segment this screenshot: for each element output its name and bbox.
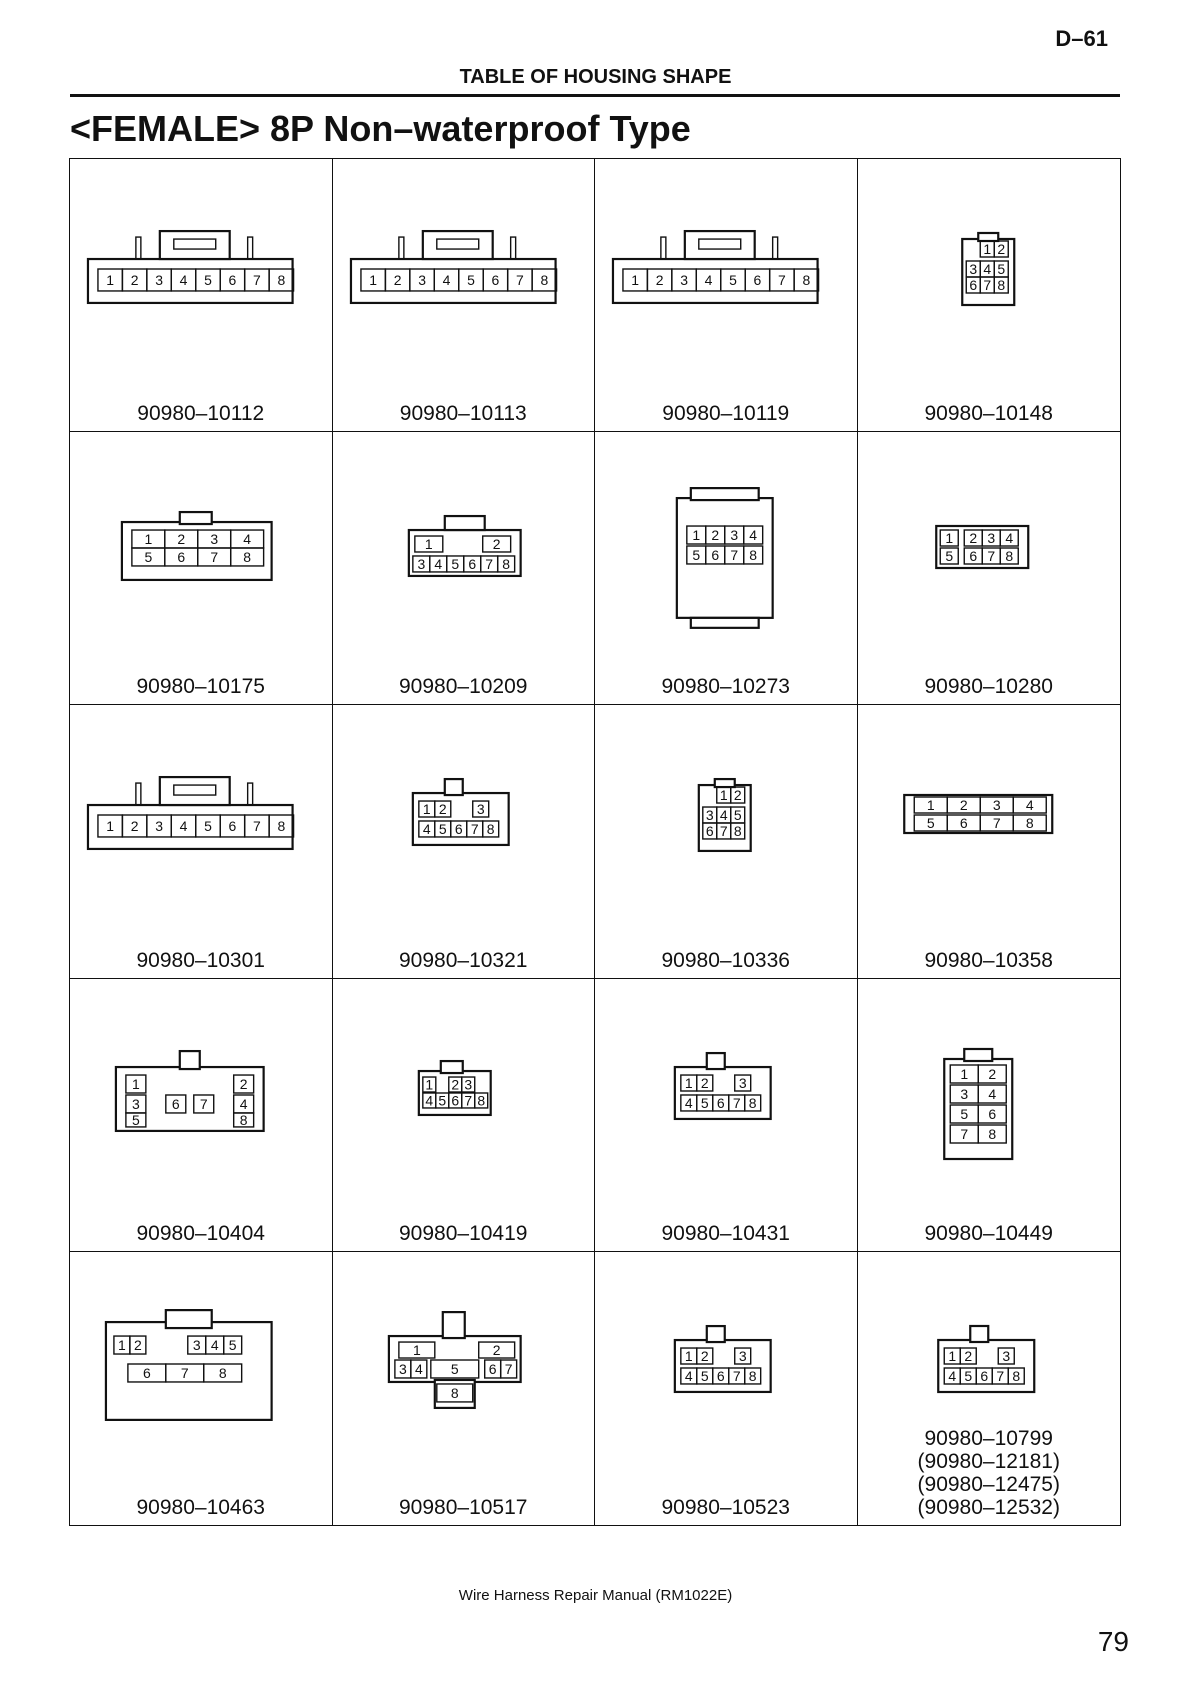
- part-number: 90980–10419: [399, 1221, 528, 1245]
- svg-text:8: 8: [748, 1094, 757, 1111]
- svg-text:3: 3: [705, 807, 714, 824]
- svg-text:6: 6: [488, 1360, 497, 1377]
- part-number-list: [595, 1496, 857, 1519]
- svg-text:8: 8: [802, 271, 811, 288]
- svg-text:3: 3: [968, 261, 977, 277]
- svg-text:3: 3: [416, 556, 425, 573]
- svg-text:7: 7: [732, 1367, 741, 1384]
- part-number: 90980–10175: [136, 675, 265, 699]
- svg-text:5: 5: [204, 818, 212, 835]
- svg-text:5: 5: [700, 1094, 709, 1111]
- svg-text:4: 4: [243, 531, 252, 548]
- svg-text:5: 5: [944, 548, 953, 565]
- svg-text:2: 2: [492, 536, 501, 553]
- svg-text:5: 5: [204, 271, 212, 288]
- connector-cell: [858, 705, 1121, 978]
- part-number-list: [333, 1222, 595, 1245]
- svg-text:7: 7: [484, 556, 493, 573]
- svg-text:6: 6: [454, 821, 463, 838]
- part-number: 90980–10404: [136, 1221, 265, 1245]
- svg-text:7: 7: [719, 823, 728, 840]
- svg-text:4: 4: [982, 261, 991, 277]
- svg-text:7: 7: [504, 1360, 513, 1377]
- connector-cell: [595, 159, 858, 432]
- svg-text:2: 2: [987, 1065, 996, 1082]
- svg-text:8: 8: [486, 821, 495, 838]
- svg-text:7: 7: [470, 821, 479, 838]
- connector-cell: [858, 979, 1121, 1252]
- connector-housing-diagram: [333, 979, 595, 1204]
- svg-text:4: 4: [179, 271, 188, 288]
- svg-text:6: 6: [968, 277, 977, 293]
- svg-text:5: 5: [996, 261, 1005, 277]
- svg-text:2: 2: [996, 241, 1005, 257]
- svg-text:5: 5: [466, 271, 475, 288]
- connector-cell: [333, 1252, 596, 1525]
- svg-text:5: 5: [450, 1360, 459, 1377]
- svg-text:1: 1: [131, 1075, 140, 1092]
- svg-text:2: 2: [733, 787, 742, 804]
- svg-text:2: 2: [700, 1347, 709, 1364]
- svg-text:8: 8: [733, 823, 742, 840]
- svg-text:4: 4: [987, 1085, 996, 1102]
- svg-text:4: 4: [1025, 797, 1034, 814]
- svg-text:5: 5: [733, 807, 742, 824]
- svg-text:1: 1: [719, 787, 728, 804]
- svg-text:3: 3: [155, 271, 163, 288]
- svg-text:1: 1: [631, 271, 640, 288]
- part-number: 90980–10209: [399, 675, 528, 699]
- svg-text:2: 2: [133, 1336, 142, 1353]
- housing-shape-table: [69, 158, 1121, 1526]
- svg-text:2: 2: [655, 271, 664, 288]
- svg-text:6: 6: [228, 818, 237, 835]
- part-number: 90980–10321: [399, 948, 528, 972]
- svg-text:7: 7: [986, 548, 995, 565]
- part-number-list: [70, 402, 332, 425]
- part-number: 90980–10301: [136, 948, 265, 972]
- part-number: 90980–10523: [661, 1496, 790, 1519]
- connector-housing-diagram: [70, 432, 332, 657]
- svg-text:3: 3: [738, 1347, 747, 1364]
- svg-text:6: 6: [968, 548, 977, 565]
- svg-text:5: 5: [131, 1111, 140, 1128]
- part-number-list: [70, 1222, 332, 1245]
- svg-text:3: 3: [730, 527, 739, 544]
- part-number: 90980–10119: [662, 402, 790, 426]
- svg-text:6: 6: [467, 556, 476, 573]
- connector-housing-diagram: [70, 159, 332, 384]
- svg-text:4: 4: [422, 821, 431, 838]
- svg-text:6: 6: [987, 1105, 996, 1122]
- connector-housing-diagram: [333, 1252, 595, 1477]
- svg-text:7: 7: [253, 818, 261, 835]
- svg-text:6: 6: [705, 823, 714, 840]
- connector-cell: [858, 432, 1121, 705]
- part-number: 90980–10517: [399, 1496, 528, 1519]
- connector-cell: [858, 159, 1121, 432]
- svg-text:4: 4: [749, 527, 758, 544]
- part-number-list: [858, 949, 1121, 972]
- svg-text:6: 6: [228, 271, 237, 288]
- part-number-list: [595, 675, 857, 698]
- svg-text:3: 3: [738, 1074, 747, 1091]
- part-number-list: [70, 949, 332, 972]
- part-number: 90980–10336: [661, 948, 790, 972]
- part-number: 90980–10449: [924, 1221, 1053, 1245]
- connector-cell: [858, 1252, 1121, 1525]
- page-number: 79: [1097, 1626, 1129, 1657]
- svg-text:3: 3: [476, 801, 485, 818]
- connector-cell: [333, 979, 596, 1252]
- svg-text:7: 7: [995, 1367, 1004, 1384]
- svg-text:5: 5: [437, 1092, 446, 1109]
- svg-text:1: 1: [422, 801, 431, 818]
- svg-text:6: 6: [142, 1364, 151, 1381]
- connector-cell: [595, 705, 858, 978]
- connector-cell: [333, 159, 596, 432]
- svg-text:8: 8: [218, 1364, 227, 1381]
- svg-text:2: 2: [438, 801, 447, 818]
- svg-text:6: 6: [171, 1095, 180, 1112]
- svg-text:4: 4: [210, 1336, 219, 1353]
- connector-housing-diagram: [333, 705, 595, 930]
- connector-cell: [70, 432, 333, 705]
- connector-cell: [70, 159, 333, 432]
- svg-text:7: 7: [199, 1095, 208, 1112]
- svg-text:1: 1: [684, 1347, 693, 1364]
- svg-text:4: 4: [1004, 530, 1013, 547]
- svg-text:1: 1: [684, 1074, 693, 1091]
- connector-housing-diagram: [595, 705, 857, 930]
- connector-cell: [595, 1252, 858, 1525]
- svg-text:2: 2: [393, 271, 402, 288]
- svg-text:6: 6: [716, 1367, 725, 1384]
- svg-text:7: 7: [515, 271, 524, 288]
- svg-text:5: 5: [438, 821, 447, 838]
- page-heading: <FEMALE> 8P Non–waterproof Type: [70, 108, 691, 149]
- svg-text:3: 3: [155, 818, 163, 835]
- manual-title: Wire Harness Repair Manual (RM1022E): [458, 1587, 733, 1604]
- svg-text:3: 3: [131, 1095, 140, 1112]
- part-number-list: [595, 1222, 857, 1245]
- svg-text:1: 1: [947, 1347, 956, 1364]
- connector-housing-diagram: [70, 1252, 332, 1477]
- svg-text:1: 1: [959, 1065, 968, 1082]
- svg-text:7: 7: [463, 1092, 472, 1109]
- svg-text:8: 8: [748, 1367, 757, 1384]
- svg-text:6: 6: [959, 815, 968, 832]
- alt-part-number: (90980–12475): [917, 1473, 1060, 1496]
- part-number-list: [70, 675, 332, 698]
- svg-text:1: 1: [144, 531, 153, 548]
- svg-text:5: 5: [926, 815, 935, 832]
- part-number-list: [333, 675, 595, 698]
- svg-text:1: 1: [118, 1336, 126, 1353]
- connector-cell: [595, 432, 858, 705]
- svg-text:5: 5: [144, 549, 153, 566]
- svg-text:4: 4: [704, 271, 713, 288]
- connector-housing-diagram: [595, 432, 857, 657]
- svg-text:8: 8: [749, 547, 758, 564]
- part-number-list: [595, 402, 857, 425]
- svg-text:8: 8: [277, 818, 286, 835]
- svg-text:8: 8: [476, 1092, 485, 1109]
- svg-text:8: 8: [239, 1111, 248, 1128]
- alt-part-number: (90980–12532): [917, 1496, 1060, 1519]
- svg-text:3: 3: [463, 1076, 472, 1093]
- part-number: 90980–10358: [924, 948, 1053, 972]
- svg-text:4: 4: [719, 807, 728, 824]
- svg-text:4: 4: [947, 1367, 956, 1384]
- part-number: 90980–10463: [136, 1496, 265, 1519]
- svg-text:1: 1: [926, 797, 935, 814]
- svg-text:5: 5: [450, 556, 459, 573]
- svg-text:3: 3: [959, 1085, 968, 1102]
- svg-text:1: 1: [982, 241, 991, 257]
- svg-text:6: 6: [711, 547, 720, 564]
- svg-text:2: 2: [959, 797, 968, 814]
- svg-text:2: 2: [130, 818, 139, 835]
- connector-housing-diagram: [595, 1252, 857, 1477]
- svg-text:4: 4: [684, 1094, 693, 1111]
- svg-text:1: 1: [106, 818, 115, 835]
- part-number: 90980–10799: [924, 1427, 1053, 1450]
- part-number: 90980–10280: [924, 675, 1053, 699]
- svg-text:1: 1: [106, 271, 115, 288]
- svg-text:1: 1: [944, 530, 953, 547]
- part-number: 90980–10431: [661, 1221, 790, 1245]
- svg-text:8: 8: [1011, 1367, 1020, 1384]
- svg-text:8: 8: [501, 556, 510, 573]
- svg-text:7: 7: [730, 547, 739, 564]
- part-number: 90980–10148: [924, 402, 1053, 426]
- svg-text:8: 8: [539, 271, 548, 288]
- svg-text:6: 6: [753, 271, 762, 288]
- svg-text:4: 4: [414, 1360, 423, 1377]
- alt-part-number: (90980–12181): [917, 1450, 1060, 1473]
- svg-text:6: 6: [979, 1367, 988, 1384]
- svg-text:4: 4: [684, 1367, 693, 1384]
- svg-text:5: 5: [963, 1367, 972, 1384]
- part-number: 90980–10113: [399, 402, 527, 426]
- connector-housing-diagram: [858, 979, 1121, 1204]
- svg-text:2: 2: [963, 1347, 972, 1364]
- svg-text:7: 7: [732, 1094, 741, 1111]
- svg-text:5: 5: [959, 1105, 968, 1122]
- svg-text:8: 8: [987, 1125, 996, 1142]
- connector-housing-diagram: [70, 979, 332, 1204]
- connector-cell: [333, 705, 596, 978]
- svg-text:5: 5: [692, 547, 701, 564]
- svg-text:3: 3: [1001, 1347, 1010, 1364]
- connector-cell: [595, 979, 858, 1252]
- section-code: D–61: [1055, 26, 1108, 51]
- svg-text:1: 1: [412, 1341, 421, 1358]
- connector-cell: [333, 432, 596, 705]
- svg-text:8: 8: [450, 1384, 459, 1401]
- connector-housing-diagram: [595, 979, 857, 1204]
- connector-housing-diagram: [858, 705, 1121, 930]
- svg-text:2: 2: [492, 1341, 501, 1358]
- part-number: 90980–10112: [137, 402, 265, 426]
- part-number-list: [70, 1496, 332, 1519]
- svg-text:8: 8: [243, 549, 252, 566]
- svg-text:5: 5: [729, 271, 737, 288]
- connector-housing-diagram: [858, 432, 1121, 657]
- svg-text:2: 2: [700, 1074, 709, 1091]
- svg-text:1: 1: [424, 536, 433, 553]
- svg-text:7: 7: [210, 549, 219, 566]
- part-number: 90980–10273: [661, 675, 790, 699]
- part-number-list: [595, 949, 857, 972]
- svg-text:8: 8: [1004, 548, 1013, 565]
- svg-text:3: 3: [986, 530, 995, 547]
- svg-text:2: 2: [177, 531, 186, 548]
- connector-housing-diagram: [858, 159, 1121, 384]
- connector-housing-diagram: [70, 705, 332, 930]
- svg-text:5: 5: [228, 1336, 237, 1353]
- part-number-list: [858, 402, 1121, 425]
- connector-housing-diagram: [333, 432, 595, 657]
- section-title: TABLE OF HOUSING SHAPE: [459, 66, 732, 88]
- svg-text:3: 3: [210, 531, 219, 548]
- connector-cell: [70, 705, 333, 978]
- svg-text:4: 4: [424, 1092, 433, 1109]
- part-number-list: [858, 1427, 1121, 1519]
- connector-cell: [70, 1252, 333, 1525]
- svg-text:4: 4: [239, 1095, 248, 1112]
- svg-text:8: 8: [277, 271, 286, 288]
- connector-housing-diagram: [595, 159, 857, 384]
- svg-text:3: 3: [992, 797, 1001, 814]
- svg-text:7: 7: [992, 815, 1001, 832]
- svg-text:1: 1: [424, 1076, 433, 1093]
- svg-text:7: 7: [253, 271, 261, 288]
- svg-text:3: 3: [680, 271, 688, 288]
- svg-text:7: 7: [959, 1125, 968, 1142]
- svg-text:7: 7: [180, 1364, 189, 1381]
- svg-text:5: 5: [700, 1367, 709, 1384]
- connector-cell: [70, 979, 333, 1252]
- svg-text:1: 1: [692, 527, 701, 544]
- svg-text:2: 2: [450, 1076, 459, 1093]
- svg-text:6: 6: [491, 271, 499, 288]
- svg-text:4: 4: [433, 556, 442, 573]
- part-number-list: [858, 675, 1121, 698]
- connector-housing-diagram: [333, 159, 595, 384]
- header-rule: [70, 94, 1120, 97]
- svg-text:4: 4: [179, 818, 188, 835]
- svg-text:6: 6: [716, 1094, 725, 1111]
- svg-text:8: 8: [996, 277, 1005, 293]
- svg-text:3: 3: [398, 1360, 407, 1377]
- part-number-list: [333, 949, 595, 972]
- svg-text:4: 4: [442, 271, 450, 288]
- part-number-list: [333, 1496, 595, 1519]
- svg-text:6: 6: [177, 549, 186, 566]
- svg-text:8: 8: [1025, 815, 1034, 832]
- part-number-list: [333, 402, 595, 425]
- svg-text:2: 2: [239, 1075, 248, 1092]
- svg-text:1: 1: [368, 271, 377, 288]
- svg-text:2: 2: [130, 271, 139, 288]
- svg-text:3: 3: [192, 1336, 201, 1353]
- svg-text:3: 3: [417, 271, 426, 288]
- svg-text:7: 7: [778, 271, 786, 288]
- svg-text:2: 2: [968, 530, 977, 547]
- svg-text:6: 6: [450, 1092, 459, 1109]
- svg-text:7: 7: [982, 277, 991, 293]
- svg-text:2: 2: [711, 527, 720, 544]
- part-number-list: [858, 1222, 1121, 1245]
